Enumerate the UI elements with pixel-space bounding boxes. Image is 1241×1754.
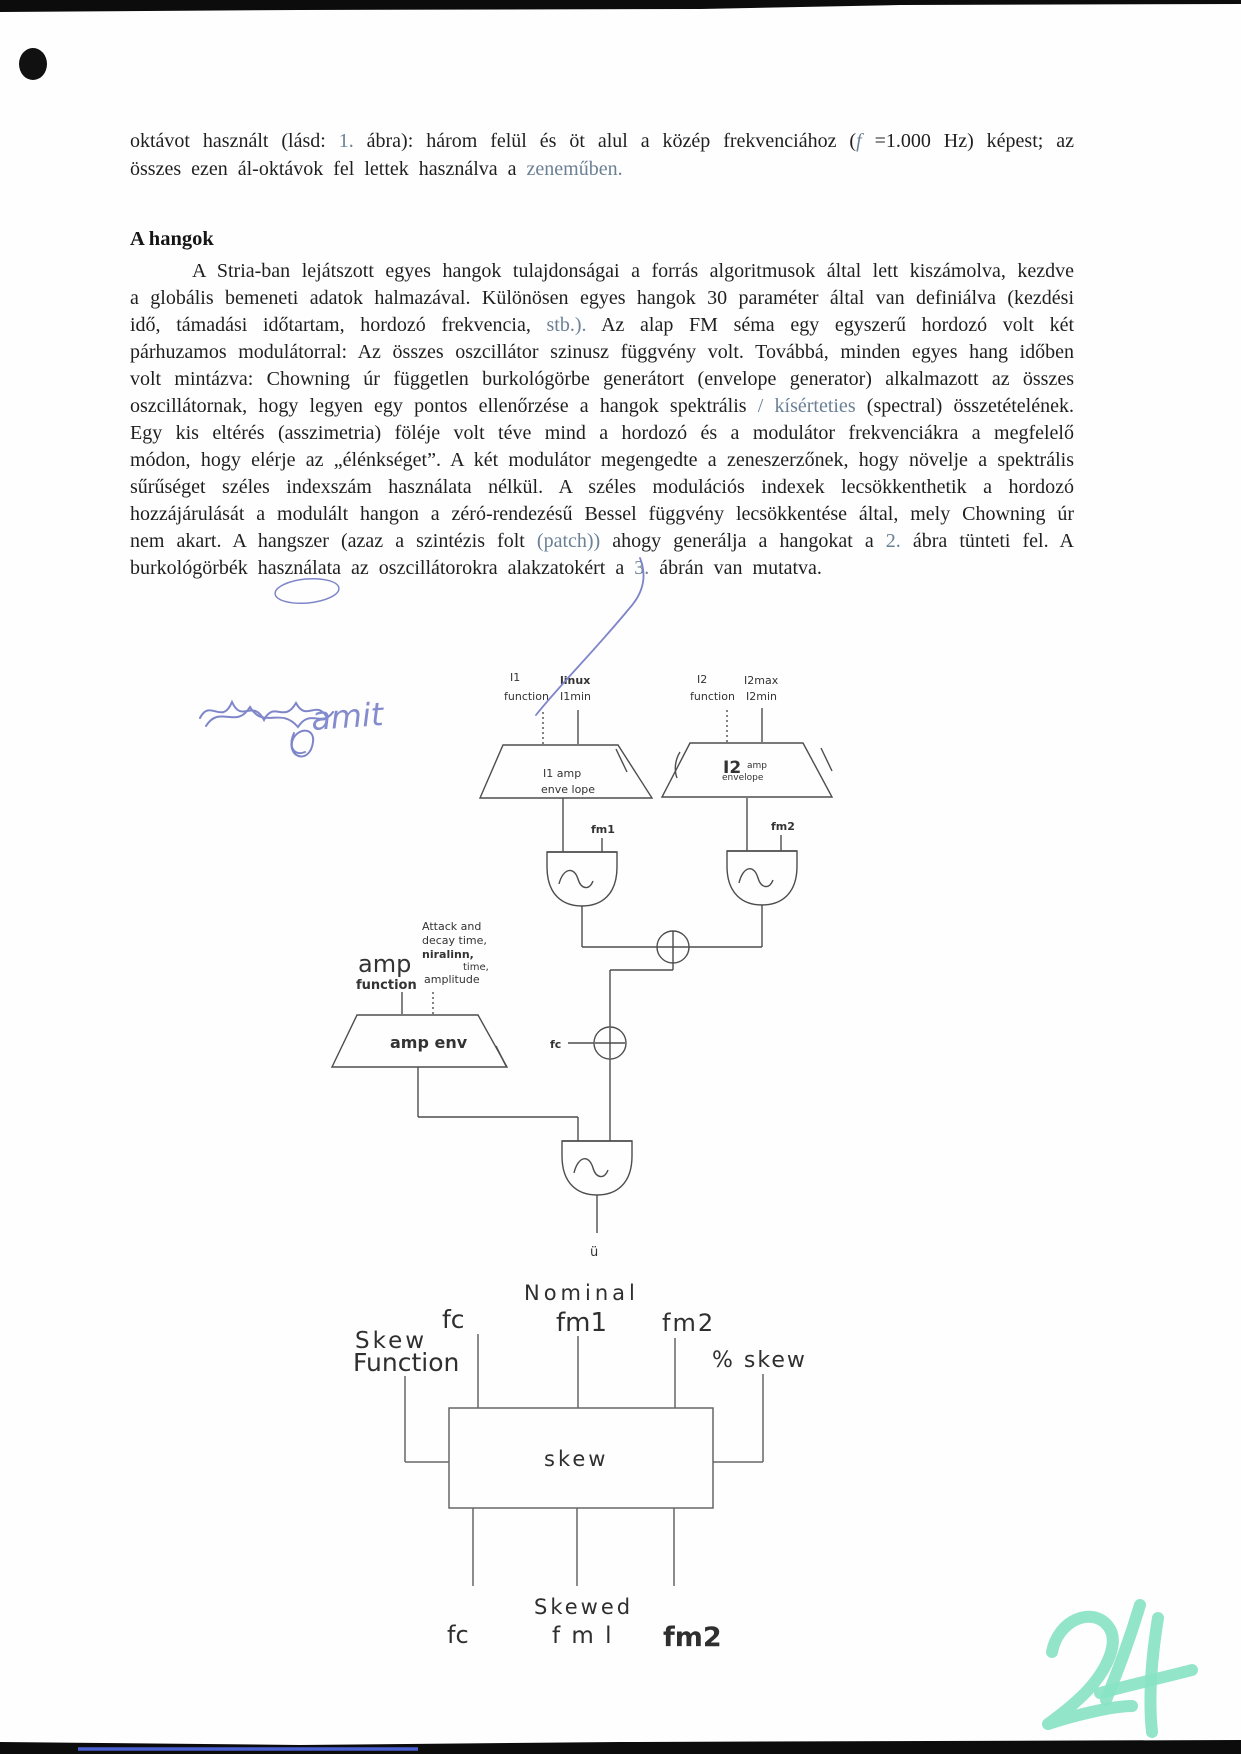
skew-function-label-2: Function [353,1348,460,1377]
handwritten-word: amit [309,695,385,738]
section-heading: A hangok [130,228,214,250]
body-paragraph: A Stria-ban lejátszott egyes hangok tulajdonságai a forrás algoritmusok által lett kiszámolva, kezdve a globális bemeneti adatok halmazával. Különösen egyes hangok 30 paraméter által van definiálva (kezdési idő, támadási időtartam, hordozó frekvencia, stb.). Az alap FM séma egy egyszerű hordozó volt két párhuzamos modulátorral: Az összes oszcillátor szinusz függvény volt. Továbbá, minden egyes hang időben volt mintázva: Chowning úr független burkológörbe generátort (envelope generator) alkalmazott az összes oszcillátornak, hogy legyen egy pontos ellenőrzése a hangok spektrális / kísérteties (spectral) összetételének. Egy kis eltérés (asszimetria) föléje volt téve mind a hordozó és a modulátor frekvenciákra a megfelelő módon, hogy elérje az „élénkséget”. A két modulátor megengedte a zeneszerzőnek, hogy növelje a spektrális sűrűséget széles indexszám használata nélkül. A széles modulációs indexek lecsökkenthetik a hordozó hozzájárulását a modulált hangon a zéró-rendezésű Bessel függvény lecsökkentése által, mely Chowning úr nem akart. A hangszer (azaz a szintézis folt (patch)) ahogy generálja a hangokat a 2. ábra tünteti fel. A burkológörbék használata az oszcillátorokra alakzatokért a 3. ábrán van mutatva. [130,260,1075,579]
fm1-label: fm1 [591,823,615,836]
skew-function-label-1: Skew [355,1328,428,1354]
fm2-top-label: fm2 [662,1309,716,1337]
fc-bottom-label: fc [447,1621,469,1649]
env2-amp: amp [747,761,767,771]
note-line-3: niralinn, [422,948,474,961]
fm1-bottom-label: f m l [552,1623,614,1649]
i1-function-label: function [504,690,549,703]
nominal-label: Nominal [524,1281,639,1305]
skew-box-label: skew [544,1447,609,1471]
fm2-label: fm2 [771,820,795,833]
output-label: ü [590,1245,599,1260]
fm1-top-label: fm1 [556,1308,608,1338]
amp-label: amp [358,950,412,978]
pct-skew-label: % skew [712,1348,807,1373]
env2-big: I2 [723,758,742,778]
i2max-label: I2max [744,674,779,687]
env2-envelope: envelope [722,773,764,783]
amp-function-label: function [356,978,417,993]
fc-top-label: fc [442,1305,465,1334]
i1max-label: linux [560,674,591,687]
intro-paragraph: oktávot használt (lásd: 1. ábra): három felül és öt alul a közép frekvenciához (f =1.000 Hz) képest; az összes ezen ál-oktávok fel lettek használva a zeneműben. [130,130,1074,180]
env1-line1: I1 amp [543,767,582,780]
note-line-1: Attack and [422,920,482,933]
note-line-2: decay time, [422,934,487,947]
i2min-label: I2min [746,690,777,703]
amp-env-label: amp env [390,1033,468,1052]
note-line-4: time, [463,962,489,973]
skewed-label: Skewed [534,1595,634,1619]
i2-label: I2 [697,673,708,686]
fm2-bottom-label: fm2 [663,1622,722,1653]
env1-line2: enve lope [541,783,596,796]
i1min-label: I1min [560,690,591,703]
fc-label: fc [550,1038,562,1051]
i1-label: I1 [510,671,521,684]
i2-function-label: function [690,690,735,703]
note-line-5: amplitude [424,973,480,986]
